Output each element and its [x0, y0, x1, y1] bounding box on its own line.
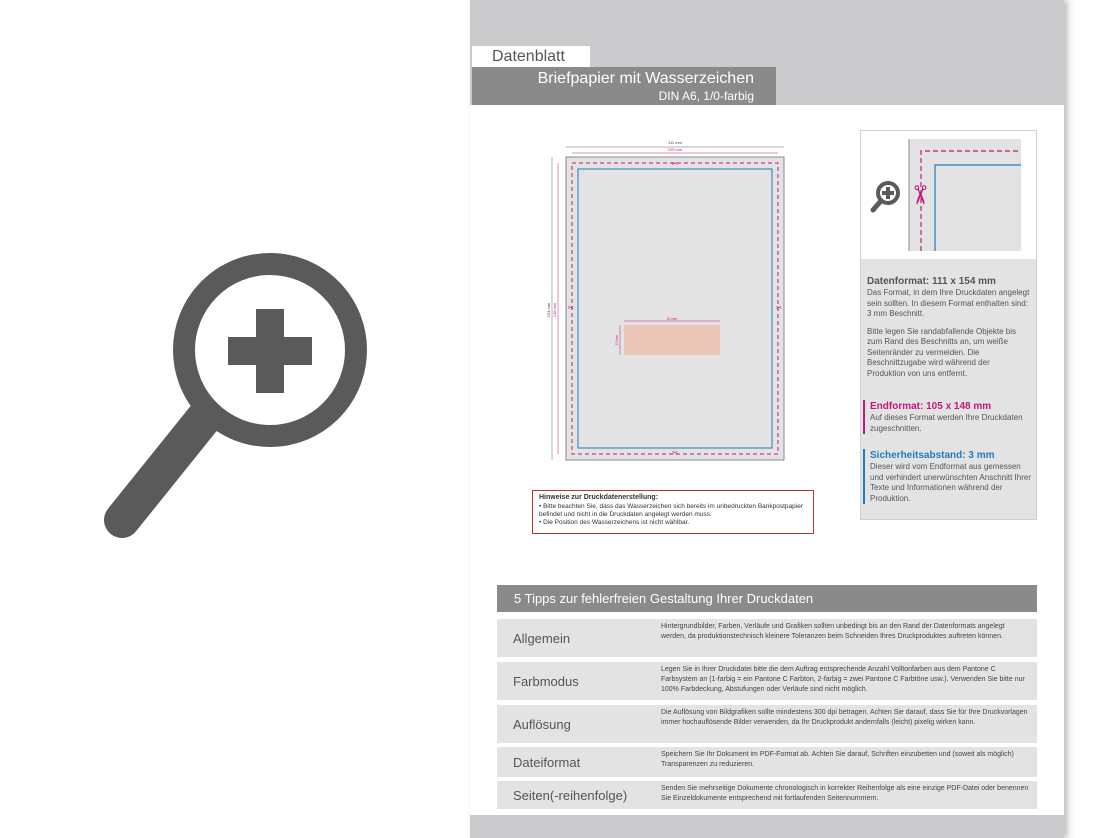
safety-margin-title: Sicherheitsabstand: 3 mm — [870, 450, 995, 461]
tip-name: Farbmodus — [513, 673, 579, 689]
note-item: • Die Position des Wasserzeichens ist nicht wählbar. — [539, 519, 690, 526]
tips-header: 5 Tipps zur fehlerfreien Gestaltung Ihrer Druckdaten — [497, 585, 1037, 612]
tip-desc: Hintergrundbilder, Farben, Verläufe und Grafiken sollten unbedingt bis an den Rand der Datenformats angelegt werden, da produktionstechnisch kleinere Toleranzen beim Schneiden Ihres Druckproduktes auftreten können. — [661, 623, 1005, 640]
title-box — [472, 67, 776, 105]
end-format-title: Endformat: 105 x 148 mm — [870, 401, 992, 412]
height-inner-label: 148 mm — [552, 302, 557, 318]
print-note — [532, 490, 814, 534]
scissors-icon-bottom: ✂ — [672, 450, 678, 457]
corner-preview — [861, 131, 1036, 259]
datasheet-page — [470, 0, 1064, 838]
format-diagram — [542, 135, 792, 465]
data-format-section — [867, 275, 1030, 386]
safety-margin-section — [863, 449, 1033, 504]
watermark-height-label: 15 mm — [615, 334, 619, 346]
tip-name: Auflösung — [513, 716, 571, 732]
data-format-text: Das Format, in dem Ihre Druckdaten angelegt sein sollten. In diesem Format enthalten sind: 3 mm Beschnitt. — [867, 288, 1030, 318]
zoom-in-icon[interactable] — [100, 240, 370, 560]
zoom-in-icon-small — [873, 183, 898, 210]
footer-band — [470, 815, 1064, 838]
tip-desc: Speichern Sie Ihr Dokument im PDF-Format ab. Achten Sie darauf, Schriften einzubetten und (soweit als möglich) Transparenzen zu reduzieren. — [661, 751, 1014, 768]
tip-name: Seiten(-reihenfolge) — [513, 787, 628, 803]
product-title: Briefpapier mit Wasserzeichen — [537, 70, 754, 87]
corner-preview-graphic — [861, 131, 1036, 259]
tip-desc: Senden Sie mehrseitige Dokumente chronologisch in korrekter Reihenfolge als eine einzige PDF-Datei oder benennen Sie Einzeldokumente entsprechend mit fortlaufenden Seitennummern. — [661, 785, 1029, 802]
tip-row — [497, 747, 1037, 777]
scissors-icon-left: ✂ — [568, 305, 574, 312]
data-format-text-2: Bitte legen Sie randabfallende Objekte bis zum Rand des Beschnitts an, um weiße Seitenränder zu vermeiden. Die Beschnittzugabe wird während der Produktion von uns entfernt. — [867, 326, 1016, 378]
watermark-area — [624, 325, 720, 355]
tip-row — [497, 705, 1037, 743]
tip-desc: Die Auflösung von Bildgrafiken sollte mindestens 300 dpi betragen. Achten Sie darauf, dass Sie für Ihre Druckvorlagen immer hochauflösende Bilder verwenden, da Ihr Druckprodukt andernfalls (leicht) pixelig wirken kann. — [661, 709, 1028, 726]
end-format-text: Auf dieses Format werden Ihre Druckdaten zugeschnitten. — [870, 413, 1023, 433]
width-inner-label: 105 mm — [667, 147, 683, 152]
format-info-panel — [860, 130, 1037, 520]
scissors-icon-top: ✂ — [672, 161, 678, 168]
watermark-width-label: 40 mm — [666, 317, 678, 321]
width-total-label: 111 mm — [668, 140, 682, 145]
datasheet-label: Datenblatt — [472, 46, 590, 67]
product-subtitle: DIN A6, 1/0-farbig — [658, 89, 754, 103]
data-format-title: Datenformat: 111 x 154 mm — [867, 276, 996, 287]
tip-name: Dateiformat — [513, 754, 581, 770]
tip-desc: Legen Sie in Ihrer Druckdatei bitte die dem Auftrag entsprechende Anzahl Volltonfarben aus dem Pantone C Farbsystem an (1-farbig = ein Pantone C Farbton, 2-farbig = zwei Pantone C Farbtöne usw.). Verwenden Sie bitte nur 100% Farbdeckung, Abstufungen oder Verläufe sind nicht möglich. — [661, 666, 1025, 693]
note-title: Hinweise zur Druckdatenerstellung: — [539, 494, 659, 501]
safety-margin-text: Dieser wird vom Endformat aus gemessen und verhindert unerwünschten Anschnitt Ihrer Texte und Informationen während der Produktion. — [870, 462, 1031, 503]
tip-row — [497, 781, 1037, 809]
tip-name: Allgemein — [513, 630, 571, 646]
tip-row — [497, 662, 1037, 700]
tip-row — [497, 619, 1037, 657]
note-item: • Bitte beachten Sie, dass das Wasserzeichen sich bereits im unbedruckten Bankpostpapier befindet und nicht in die Druckdaten angelegt werden muss. — [539, 503, 803, 518]
height-total-label: 154 mm — [546, 302, 551, 318]
end-format-section — [863, 400, 1033, 434]
scissors-icon: ✂ — [905, 184, 935, 206]
scissors-icon-right: ✂ — [776, 305, 782, 312]
